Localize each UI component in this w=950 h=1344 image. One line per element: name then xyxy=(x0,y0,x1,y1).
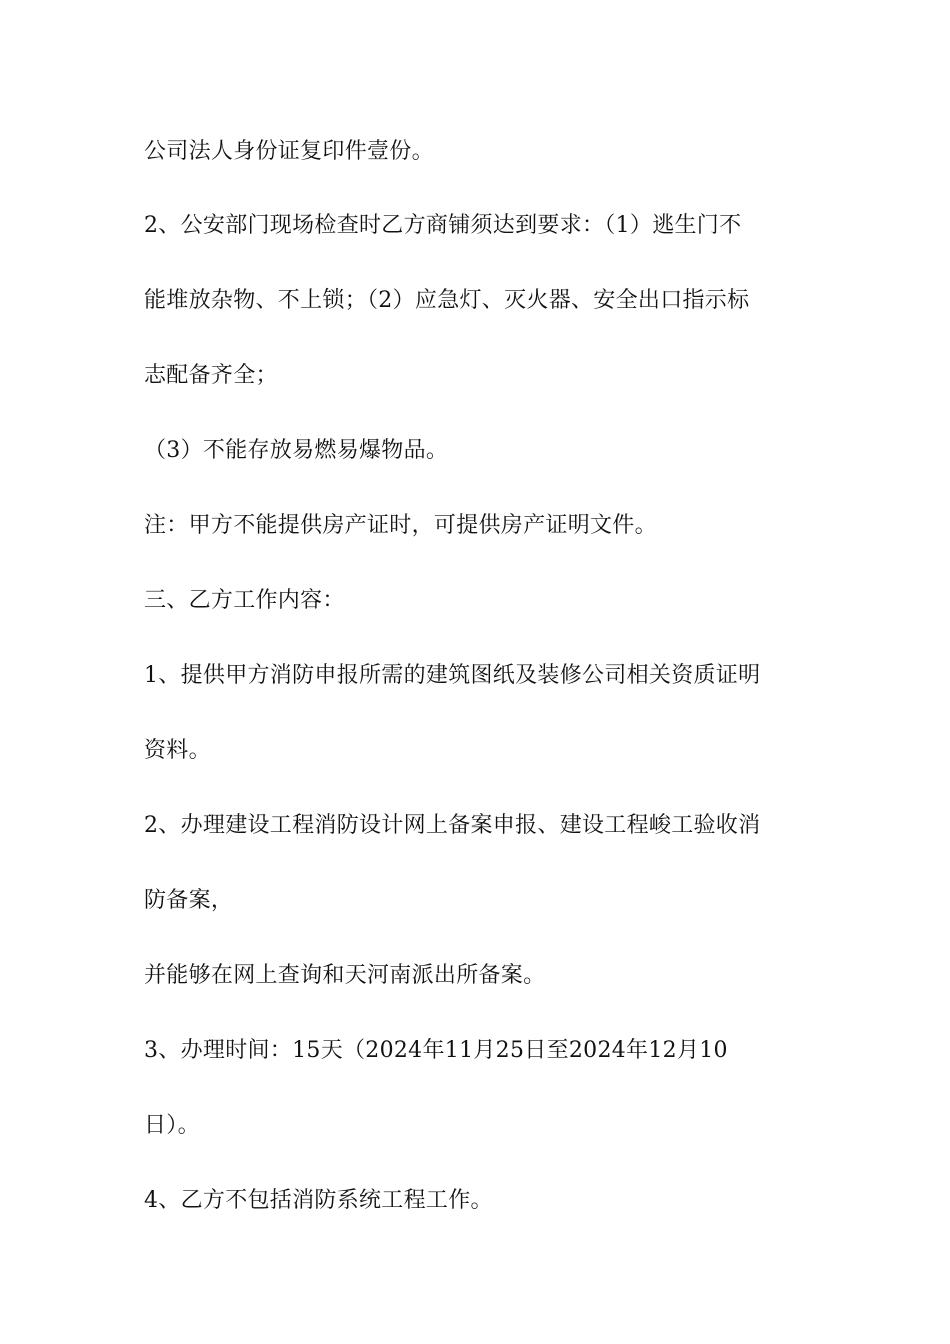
text-line: 防备案， xyxy=(144,888,234,913)
text-line: 1、提供甲方消防申报所需的建筑图纸及装修公司相关资质证明 xyxy=(144,663,761,688)
text-line: 公司法人身份证复印件壹份。 xyxy=(144,139,434,164)
text-line: 志配备齐全； xyxy=(144,363,278,388)
section-heading: 三、乙方工作内容： xyxy=(144,588,345,613)
text-line: 日）。 xyxy=(144,1113,200,1138)
text-line: 4、乙方不包括消防系统工程工作。 xyxy=(144,1188,493,1213)
note-line: 注：甲方不能提供房产证时，可提供房产证明文件。 xyxy=(144,513,657,538)
text-line: 2、公安部门现场检查时乙方商铺须达到要求：（1）逃生门不 xyxy=(144,213,742,238)
text-line: 资料。 xyxy=(144,738,211,763)
text-line: 3、办理时间：15天（2024年11月25日至2024年12月10 xyxy=(144,1038,728,1063)
text-line: 并能够在网上查询和天河南派出所备案。 xyxy=(144,963,546,988)
text-line: 2、办理建设工程消防设计网上备案申报、建设工程峻工验收消 xyxy=(144,813,761,838)
text-line: （3）不能存放易燃易爆物品。 xyxy=(144,438,449,463)
text-line: 能堆放杂物、不上锁；（2）应急灯、灭火器、安全出口指示标 xyxy=(144,288,750,313)
